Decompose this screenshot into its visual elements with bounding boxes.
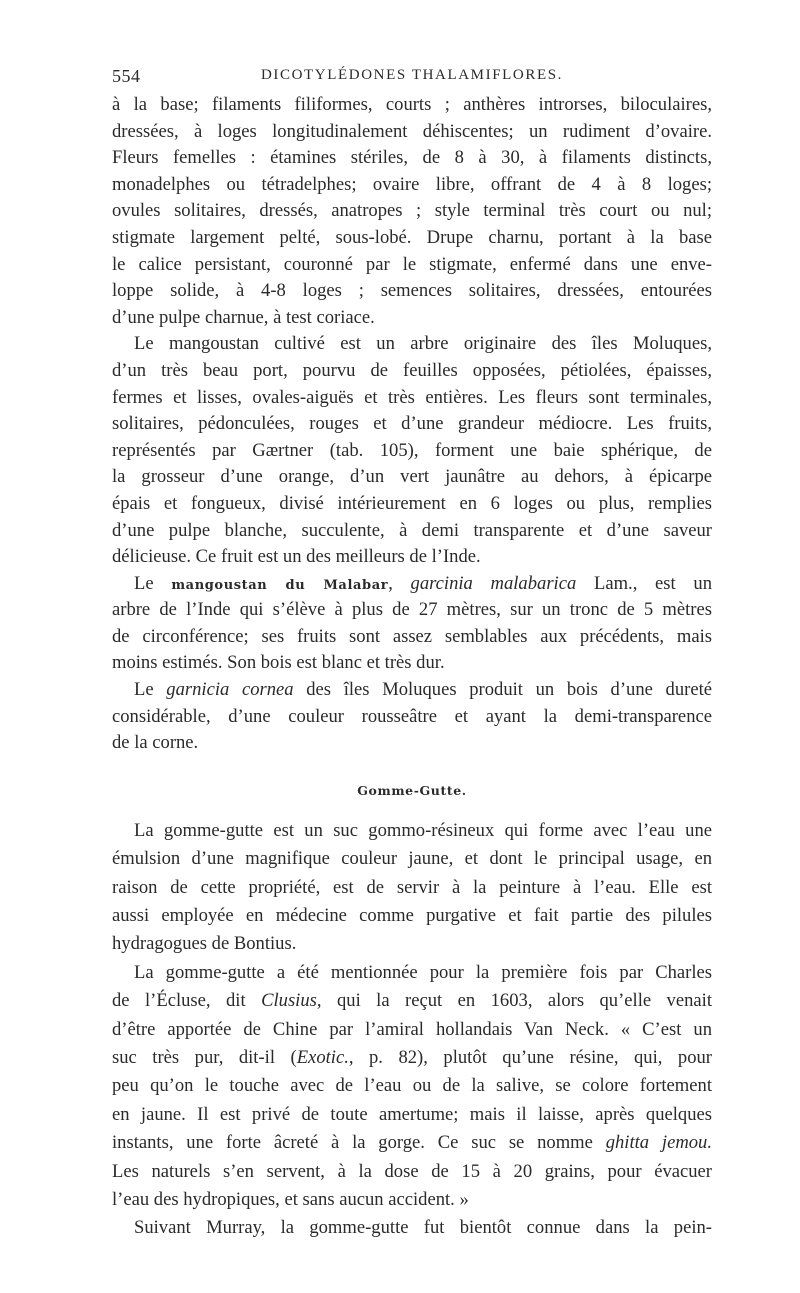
paragraph-gomme-gutte-intro [112, 817, 712, 959]
species-latin-name: garnicia cornea [166, 679, 294, 701]
species-common-name: mangoustan du Malabar [171, 577, 389, 593]
author-name: Clusius [261, 990, 317, 1012]
text-line: la grosseur d’une orange, d’un vert jaunâtre au dehors, à épicarpe [112, 466, 712, 488]
text-run: suc très pur, dit-il ( [112, 1046, 297, 1068]
text-line: le calice persistant, couronné par le stigmate, enfermé dans une enve- [112, 253, 712, 275]
text-line: en jaune. Il est privé de toute amertume; mais il laisse, après quelques [112, 1103, 712, 1125]
text-line: stigmate largement pelté, sous-lobé. Drupe charnu, portant à la base [112, 226, 712, 248]
text-line: de circonférence; ses fruits sont assez semblables aux précédents, mais [112, 625, 712, 647]
text-line: arbre de l’Inde qui s’élève à plus de 27 mètres, sur un tronc de 5 mètres [112, 599, 712, 621]
text-line: émulsion d’une magnifique couleur jaune, et dont le principal usage, en [112, 848, 712, 870]
text-line [112, 677, 712, 704]
section-title: Gomme-Gutte. [357, 782, 467, 798]
text-line: La gomme-gutte a été mentionnée pour la première fois par Charles [134, 961, 712, 983]
text-line: à la base; filaments filiformes, courts ; anthères introrses, biloculaires, [112, 94, 712, 115]
text-line: peu qu’on le touche avec de l’eau ou de la salive, se colore fortement [112, 1075, 712, 1097]
work-title: Exotic. [296, 1046, 349, 1068]
page-number: 554 [112, 66, 141, 86]
text-line: d’un très beau port, pourvu de feuilles opposées, pétiolées, épaisses, [112, 359, 712, 381]
running-head-title: DICOTYLÉDONES THALAMIFLORES. [260, 67, 564, 83]
text-line [112, 1044, 712, 1072]
text-line: considérable, d’une couleur rousseâtre et ayant la demi-transparence [112, 705, 712, 727]
text-run: des îles Moluques produit un bois d’une dureté [293, 679, 712, 701]
text-line: La gomme-gutte est un suc gommo-résineux qui forme avec l’eau une [134, 819, 712, 841]
text-line: raison de cette propriété, est de servir à la peinture à l’eau. Elle est [112, 876, 712, 898]
native-term: ghitta jemou. [605, 1132, 712, 1154]
text-line: épais et fongueux, divisé intérieurement en 6 loges ou plus, remplies [112, 492, 712, 514]
book-page [112, 62, 712, 1243]
text-line: ovules solitaires, dressés, anatropes ; style terminal très court ou nul; [112, 200, 712, 222]
text-run: , qui la reçut en 1603, alors qu’elle venait [316, 990, 712, 1012]
paragraph-flower-description [112, 92, 712, 331]
text-line: moins estimés. Son bois est blanc et très dur. [112, 652, 445, 674]
text-run: , [388, 572, 411, 594]
text-block-lower [112, 817, 712, 1243]
paragraph-mangoustan-cultive [112, 331, 712, 570]
text-line: représentés par Gærtner (tab. 105), forment une baie sphérique, de [112, 439, 712, 461]
running-head [112, 62, 712, 92]
text-line: Le mangoustan cultivé est un arbre originaire des îles Moluques, [134, 333, 712, 355]
text-line: hydragogues de Bontius. [112, 933, 297, 955]
text-line: l’eau des hydropiques, et sans aucun accident. » [112, 1188, 469, 1210]
text-line: d’être apportée de Chine par l’amiral hollandais Van Neck. « C’est un [112, 1018, 712, 1040]
text-line: Fleurs femelles : étamines stériles, de 8 à 30, à filaments distincts, [112, 147, 712, 169]
paragraph-garnicia-cornea [112, 677, 712, 757]
paragraph-murray [112, 1214, 712, 1242]
text-line [112, 1129, 712, 1157]
text-line: solitaires, pédonculées, rouges et d’une grandeur médiocre. Les fruits, [112, 413, 712, 435]
text-run: de l’Écluse, dit [112, 990, 262, 1012]
paragraph-mangoustan-malabar [112, 571, 712, 677]
text-run: instants, une forte âcreté à la gorge. Ce suc se nomme [112, 1132, 606, 1154]
text-run: Le [134, 679, 167, 701]
text-line: loppe solide, à 4-8 loges ; semences solitaires, dressées, entourées [112, 280, 712, 302]
text-line: Les naturels s’en servent, à la dose de 15 à 20 grains, pour évacuer [112, 1160, 712, 1182]
paragraph-gomme-gutte-history [112, 959, 712, 1215]
text-line: fermes et lisses, ovales-aiguës et très entières. Les fleurs sont terminales, [112, 386, 712, 408]
text-line: dressées, à loges longitudinalement déhiscentes; un rudiment d’ovaire. [112, 120, 712, 142]
text-line [112, 987, 712, 1015]
text-line: aussi employée en médecine comme purgative et fait partie des pilules [112, 905, 712, 927]
species-latin-name: garcinia malabarica [410, 572, 577, 594]
text-line: d’une pulpe blanche, succulente, à demi transparente et d’une saveur [112, 519, 712, 541]
text-line: délicieuse. Ce fruit est un des meilleurs de l’Inde. [112, 546, 481, 568]
text-run: Le [134, 572, 172, 594]
text-line [112, 571, 712, 598]
text-line: de la corne. [112, 732, 199, 754]
text-run: , p. 82), plutôt qu’une résine, qui, pour [348, 1046, 712, 1068]
text-line: monadelphes ou tétradelphes; ovaire libre, offrant de 4 à 8 loges; [112, 173, 712, 195]
text-line: Suivant Murray, la gomme-gutte fut bientôt connue dans la pein- [134, 1217, 712, 1239]
text-run: Lam., est un [576, 572, 712, 594]
text-line: d’une pulpe charnue, à test coriace. [112, 306, 375, 328]
text-block-upper [112, 92, 712, 757]
